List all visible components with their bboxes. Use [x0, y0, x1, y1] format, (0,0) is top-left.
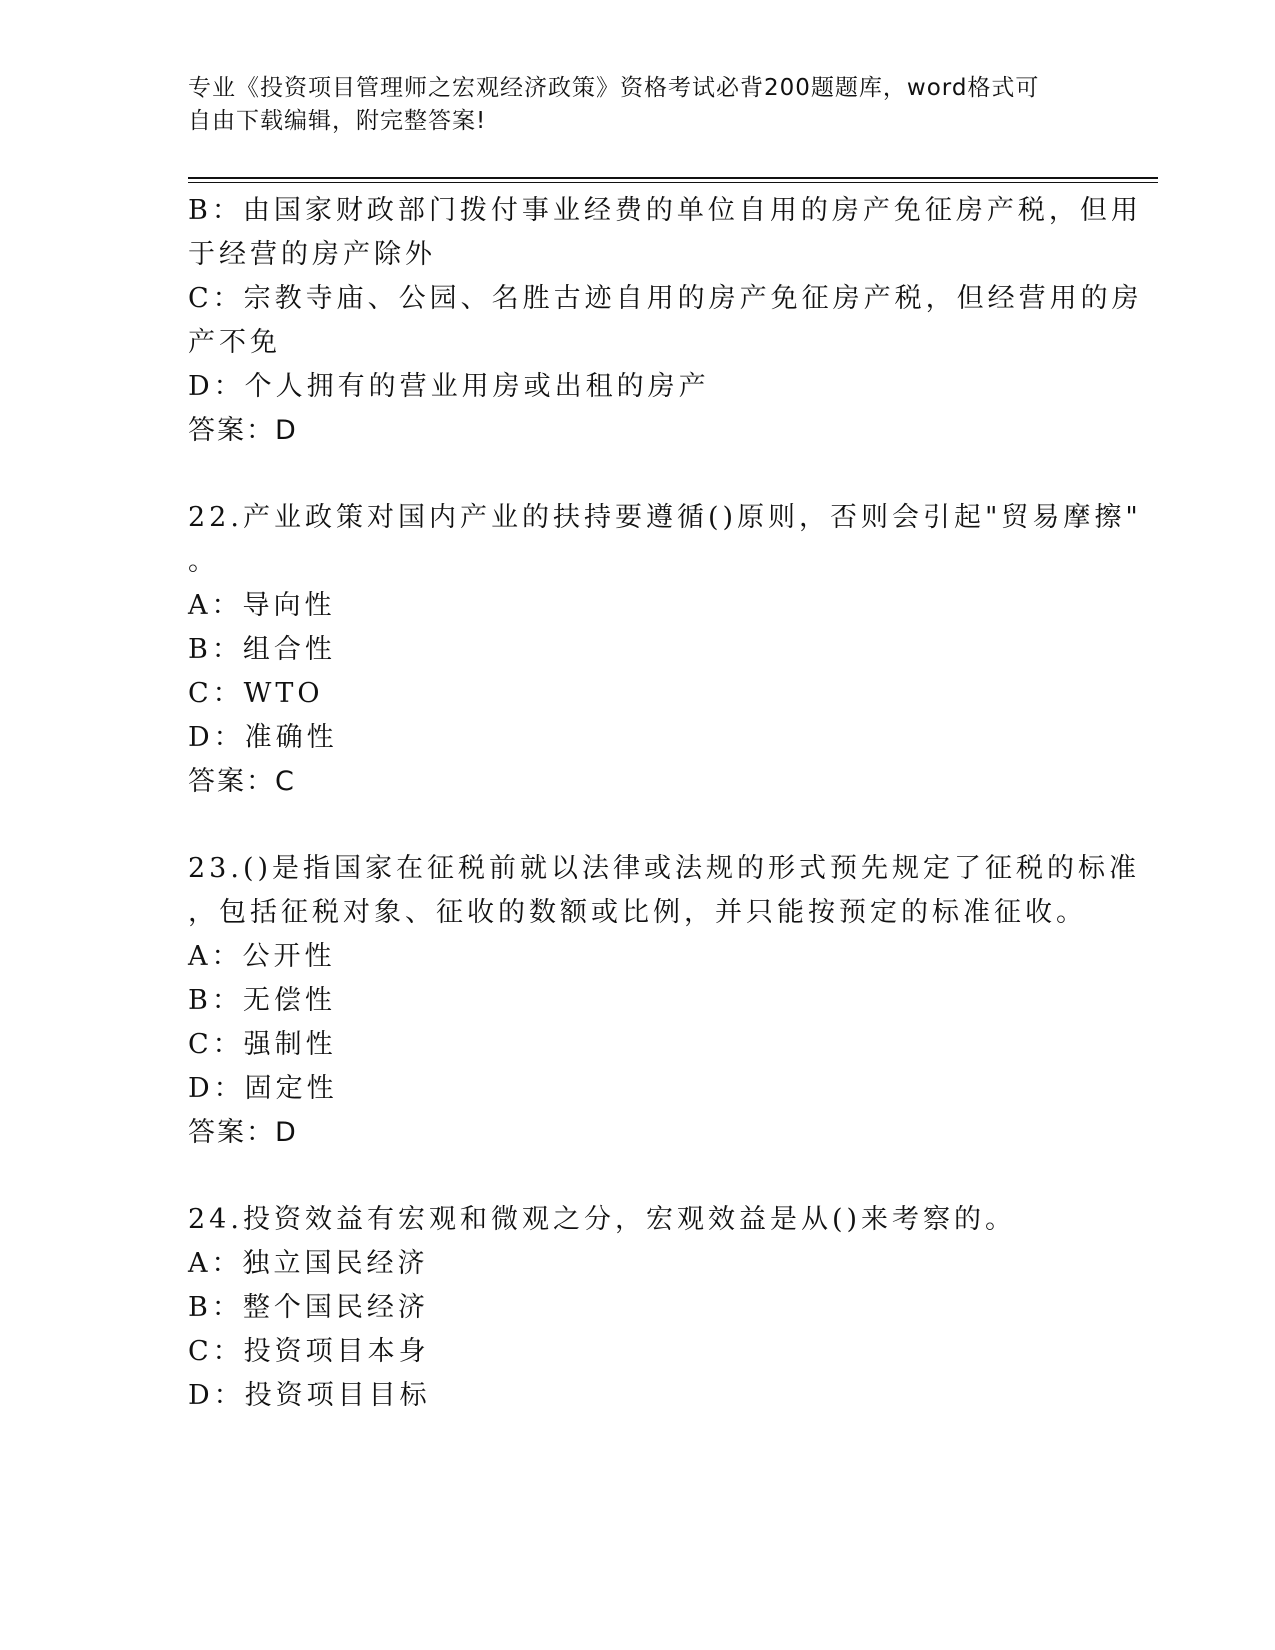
q24-option-b: B：整个国民经济: [188, 1292, 429, 1323]
q23-option-a: A：公开性: [188, 941, 336, 972]
q21-option-c-line-2: 产不免: [188, 327, 281, 358]
q22-stem-line-2: 。: [188, 546, 219, 577]
header-line-1: 专业《投资项目管理师之宏观经济政策》资格考试必背200题题库，word格式可: [188, 75, 1040, 101]
q22-answer: 答案：C: [188, 766, 296, 797]
q23-stem-line-2: ，包括征税对象、征收的数额或比例，并只能按预定的标准征收。: [188, 897, 1087, 928]
q22-option-a: A：导向性: [188, 590, 336, 621]
header-divider-thick: [188, 177, 1158, 179]
document-header: [188, 72, 1068, 138]
q23-option-b: B：无偿性: [188, 985, 336, 1016]
q21-option-d: D：个人拥有的营业用房或出租的房产: [188, 371, 710, 402]
q23-stem-line-1: 23.()是指国家在征税前就以法律或法规的形式预先规定了征税的标准: [188, 853, 1141, 884]
q22-stem-line-1: 22.产业政策对国内产业的扶持要遵循()原则，否则会引起"贸易摩擦": [188, 502, 1142, 533]
q21-option-b-line-1: B：由国家财政部门拨付事业经费的单位自用的房产免征房产税，但用: [188, 195, 1142, 226]
q22-option-b: B：组合性: [188, 634, 336, 665]
q21-option-c-line-1: C：宗教寺庙、公园、名胜古迹自用的房产免征房产税，但经营用的房: [188, 283, 1143, 314]
q21-option-b-line-2: 于经营的房产除外: [188, 239, 436, 270]
q23-answer: 答案：D: [188, 1117, 298, 1148]
q22-option-d: D：准确性: [188, 722, 338, 753]
q24-option-d: D：投资项目目标: [188, 1380, 431, 1411]
header-divider-thin: [188, 182, 1158, 183]
q23-option-d: D：固定性: [188, 1073, 338, 1104]
q21-answer: 答案：D: [188, 415, 298, 446]
q23-option-c: C：强制性: [188, 1029, 337, 1060]
q24-option-c: C：投资项目本身: [188, 1336, 430, 1367]
q24-stem-line-1: 24.投资效益有宏观和微观之分，宏观效益是从()来考察的。: [188, 1204, 1017, 1235]
header-line-2: 自由下载编辑，附完整答案!: [188, 108, 487, 134]
q22-option-c: C：WTO: [188, 678, 324, 709]
q24-option-a: A：独立国民经济: [188, 1248, 429, 1279]
